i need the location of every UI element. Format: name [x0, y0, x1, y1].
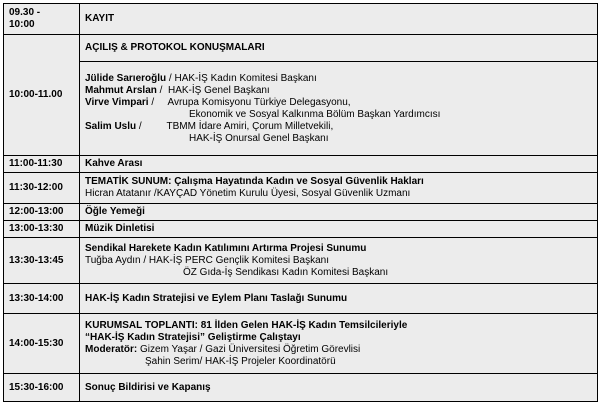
agenda-item: Kahve Arası	[80, 156, 598, 173]
time-cell: 15:30-16:00	[4, 374, 80, 402]
time-cell: 13:30-14:00	[4, 284, 80, 314]
agenda-item: HAK-İŞ Kadın Stratejisi ve Eylem Planı Taslağı Sunumu	[80, 284, 598, 314]
time-cell: 12:00-13:00	[4, 204, 80, 221]
agenda-item: Sonuç Bildirisi ve Kapanış	[80, 374, 598, 402]
speaker-line: Mahmut Arslan / HAK-İŞ Genel Başkanı	[85, 84, 270, 96]
agenda-item: TEMATİK SUNUM: Çalışma Hayatında Kadın ve Sosyal Güvenlik Hakları Hicran Atatanır /KAYÇAD Yönetim Kurulu Üyesi, Sosyal Güvenlik Uzmanı	[80, 173, 598, 204]
table-row	[4, 314, 598, 374]
agenda-item: Sendikal Harekete Kadın Katılımını Artırma Projesi Sunumu Tuğba Aydın / HAK-İŞ PERC Gençlik Komitesi Başkanı ÖZ Gıda-İş Sendikası Kadın Komitesi Başkanı	[80, 238, 598, 284]
time-cell: 13:00-13:30	[4, 221, 80, 238]
time-cell: 09.30 - 10:00	[4, 4, 80, 35]
time-cell: 13:30-13:45	[4, 238, 80, 284]
time-cell: 11:00-11:30	[4, 156, 80, 173]
speaker-line: Jülide Sarıeroğlu / HAK-İŞ Kadın Komitesi Başkanı	[85, 72, 317, 84]
speaker-line: Virve Vimpari / Avrupa Komisyonu Türkiye Delegasyonu,	[85, 96, 351, 108]
speaker-line: HAK-İŞ Onursal Genel Başkanı	[189, 132, 329, 144]
speaker-line: Salim Uslu / TBMM İdare Amiri, Çorum Milletvekili,	[85, 120, 334, 132]
program-table	[3, 3, 598, 402]
time-cell: 11:30-12:00	[4, 173, 80, 204]
agenda-item: AÇILIŞ & PROTOKOL KONUŞMALARI	[80, 35, 598, 62]
speaker-line: Ekonomik ve Sosyal Kalkınma Bölüm Başkan Yardımcısı	[189, 108, 441, 120]
table-row	[4, 35, 598, 62]
table-row	[4, 238, 598, 284]
table-row	[4, 221, 598, 238]
table-row	[4, 173, 598, 204]
table-row	[4, 62, 598, 156]
agenda-item: Müzik Dinletisi	[80, 221, 598, 238]
agenda-item: Öğle Yemeği	[80, 204, 598, 221]
speakers-cell	[80, 62, 598, 156]
time-cell: 10:00-11.00	[4, 35, 80, 156]
table-row	[4, 204, 598, 221]
table-row	[4, 156, 598, 173]
table-row	[4, 4, 598, 35]
agenda-item: KURUMSAL TOPLANTI: 81 İlden Gelen HAK-İŞ Kadın Temsilcileriyle “HAK-İŞ Kadın Stratejisi” Geliştirme Çalıştayı Moderatör: Gizem Yaşar / Gazi Üniversitesi Öğretim Görevlisi Şahin Serim/ HAK-İŞ Projeler Koordinatörü	[80, 314, 598, 374]
agenda-item: KAYIT	[80, 4, 598, 35]
table-row	[4, 284, 598, 314]
time-cell: 14:00-15:30	[4, 314, 80, 374]
table-row	[4, 374, 598, 402]
